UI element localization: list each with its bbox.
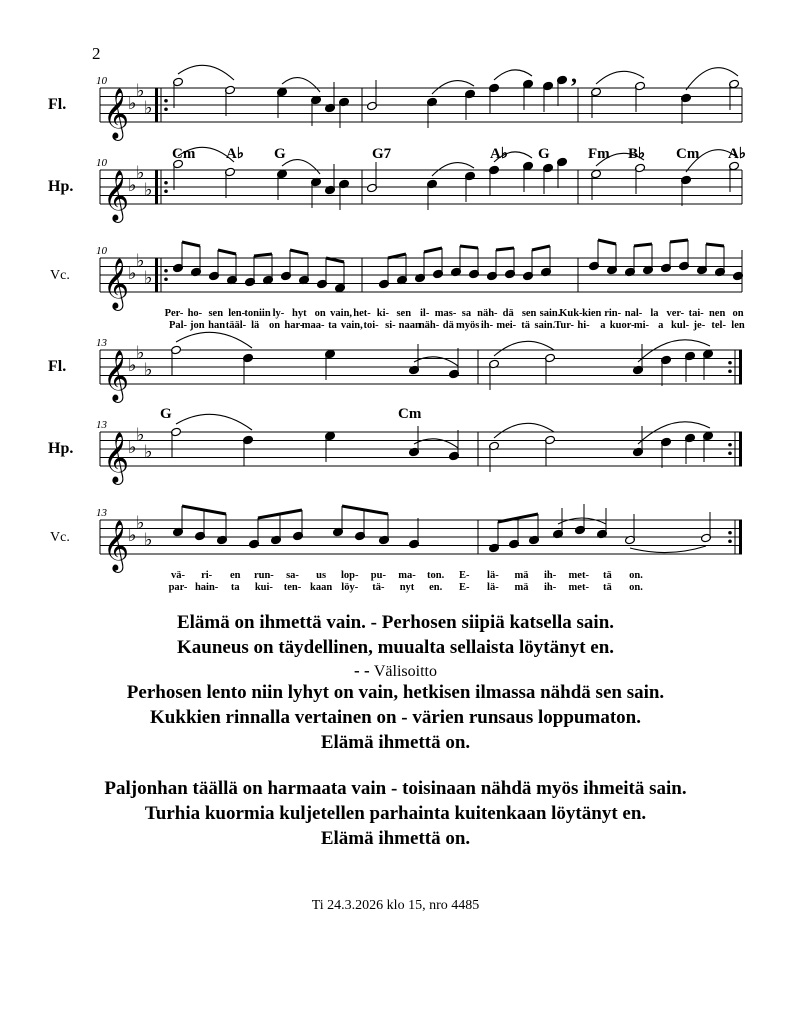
slur [494,341,554,356]
repeat-thick-bar [739,432,742,466]
beam [182,242,200,246]
lyric-syllable: en. [429,582,443,593]
melody-note [633,344,644,375]
lyric-syllable: si- [385,320,396,331]
melody-note [489,165,500,196]
cello-note [553,508,564,539]
verse-3-line-2: Turhia kuormia kuljetellen parhainta kuitenkaan löytänyt en. [144,803,647,824]
cello-note [173,242,184,273]
melody-note [325,164,336,195]
lyric-syllable: rin- [604,308,622,319]
beam [424,248,442,252]
treble-clef-icon: 𝄞 [103,520,130,571]
breath-mark: , [571,62,577,88]
flat-icon: ♭ [136,162,145,184]
cello-note [271,514,282,545]
beam [532,246,550,250]
lyric-syllable: hain- [194,582,219,593]
cello-note [209,250,220,281]
repeat-dot [164,277,168,281]
cello-note [697,244,708,275]
beam [706,244,724,246]
lyric-syllable: mä [514,582,529,593]
slur [630,546,706,553]
cello-note [191,246,202,277]
flat-icon: ♭ [144,267,153,289]
melody-note [243,435,254,466]
lyric-syllable: ly- [272,308,285,319]
lyric-syllable: la [650,308,659,319]
melody-note [225,167,236,198]
chord-symbol: A♭ [226,146,244,162]
beam [342,506,388,514]
cello-note [505,248,516,279]
cello-note [643,244,654,275]
cello-note [523,250,534,281]
chord-symbol: G [538,146,550,162]
verse-2-line-3: Elämä ihmettä on. [320,732,471,753]
chord-symbol: Cm [676,146,700,162]
cello-note [415,252,426,283]
lyric-syllable: lä- [487,582,499,593]
melody-note [325,82,336,113]
cello-note [715,246,726,277]
beam [254,254,272,256]
flat-icon: ♭ [144,179,153,201]
lyric-syllable: tä [603,570,612,581]
lyric-syllable: het- [353,308,371,319]
repeat-thick-bar [155,258,158,292]
lyric-syllable: kuor- [609,320,635,331]
lyric-syllable: har- [284,320,304,331]
lyric-syllable: en [230,570,241,581]
lyric-syllable: kaan [310,582,333,593]
lyric-syllable: vain, [340,320,363,331]
cello-note [575,504,586,535]
melody-note [545,435,556,466]
lyric-syllable: ton. [427,570,445,581]
flat-icon: ♭ [136,342,145,364]
cello-note [469,248,480,279]
staff-1-1 [100,424,742,485]
verse-2-line-1: Perhosen lento niin lyhyt on vain, hetkisen ilmassa nähdä sen sain. [126,682,665,703]
instrument-name: Fl. [48,358,67,375]
treble-clef-icon: 𝄞 [103,170,130,221]
lyric-syllable: sain. [534,320,556,331]
cello-note [661,242,672,273]
lyric-syllable: tä- [372,582,385,593]
lyric-syllable: mi- [633,320,650,331]
melody-note [489,83,500,114]
lyric-syllable: kul- [671,320,690,331]
melody-note [243,353,254,384]
melody-note [681,93,692,124]
footer-date: Ti 24.3.2026 klo 15, nro 4485 [311,898,480,913]
slur [176,332,252,348]
cello-note [281,250,292,281]
staff-1-0 [100,342,742,403]
melody-note [409,426,420,457]
lyric-syllable: mei- [496,320,517,331]
lyric-syllable: E- [459,582,470,593]
lyric-syllable: löy- [341,582,359,593]
cello-note [379,258,390,289]
lyric-syllable: ta [328,320,337,331]
lyric-syllable: näh- [477,308,498,319]
cello-note [195,510,206,541]
repeat-dot [728,369,732,373]
cello-note [625,514,636,545]
beam [496,248,514,250]
lyric-syllable: ih- [543,582,557,593]
instrument-name: Hp. [48,440,74,457]
melody-note [173,77,184,108]
lyric-syllable: kui- [254,582,273,593]
cello-note [733,250,744,281]
staff-0-1 [100,162,742,223]
lyric-syllable: tel- [711,320,726,331]
lyric-syllable: E- [459,570,470,581]
beam [218,250,236,254]
cello-note [433,248,444,279]
lyric-syllable: dä [442,320,454,331]
lyric-syllable: vä- [171,570,185,581]
lyric-syllable: on [314,308,326,319]
slur [494,70,532,80]
flat-icon: ♭ [128,525,137,546]
lyric-syllable: vain, [330,308,353,319]
lyric-syllable: tai- [688,308,704,319]
repeat-thick-bar [155,170,158,204]
melody-note [427,97,438,128]
flat-icon: ♭ [136,80,145,102]
lyric-syllable: run- [253,570,274,581]
instrument-name: Hp. [48,178,74,195]
lyric-syllable: lä- [487,570,499,581]
repeat-dot [728,531,732,535]
slur [178,65,234,80]
repeat-dot [728,361,732,365]
melody-note [225,85,236,116]
lyric-syllable: a [600,320,606,331]
chord-symbol: Cm [172,146,196,162]
lyric-syllable: ri- [201,570,213,581]
verse-1-line-2: Kauneus on täydellinen, muualta sellaista löytänyt en. [176,637,615,658]
verse-1-line-1: Elämä on ihmettä vain. - Perhosen siipiä katsella sain. [176,612,615,633]
beam [598,240,616,244]
chord-symbol: G7 [372,146,392,162]
cello-note [509,518,520,549]
cello-note [217,514,228,545]
cello-note [679,240,690,271]
treble-clef-icon: 𝄞 [103,350,130,401]
lyric-syllable: met- [568,570,589,581]
beam [670,240,688,242]
lyric-syllable: dä [502,308,514,319]
lyric-syllable: maa- [301,320,325,331]
lyric-syllable: tääl- [225,320,247,331]
lyric-syllable: Kuk- [559,308,583,319]
cello-note [379,514,390,545]
verse-1 [0,610,791,660]
chord-symbol: G [160,406,172,422]
chord-symbol: Fm [588,146,610,162]
lyric-syllable: ver- [666,308,685,319]
interlude-dashes: - - [354,661,370,680]
lyric-syllable: ho- [187,308,203,319]
cello-note [541,246,552,277]
melody-note [633,426,644,457]
flat-icon: ♭ [128,175,137,196]
cello-note [263,254,274,285]
lyric-syllable: on. [629,570,643,581]
lyric-syllable: ta [230,582,240,593]
melody-note [661,437,672,468]
melody-note [427,179,438,210]
lyric-syllable: lop- [340,570,359,581]
lyric-syllable: sain. [539,308,561,319]
chord-symbol: A♭ [490,146,508,162]
cello-note [451,246,462,277]
flat-icon: ♭ [144,529,153,551]
cello-note [333,506,344,537]
lyric-syllable: ten- [283,582,302,593]
lyric-syllable: ma- [398,570,416,581]
verse-3-line-3: Elämä ihmettä on. [320,828,471,849]
melody-note [171,427,182,458]
melody-note [661,355,672,386]
verse-2-line-2: Kukkien rinnalla vertainen on - värien runsaus loppumaton. [150,707,641,728]
instrument-name: Vc. [50,530,70,545]
lyric-syllable: Per- [164,308,184,319]
lyric-syllable: näh- [418,320,440,331]
lyric-syllable: nal- [624,308,643,319]
measure-number: 13 [96,337,107,349]
cello-note [227,254,238,285]
lyric-syllable: on [269,320,281,331]
lyric-syllable: ki- [376,308,390,319]
slur [282,160,320,174]
melody-note [489,441,500,472]
slur [558,518,606,524]
chord-symbol: A♭ [728,146,746,162]
repeat-dot [164,181,168,185]
treble-clef-icon: 𝄞 [103,258,130,309]
lyric-syllable: tä [521,320,530,331]
melody-note [311,95,322,126]
verse-2 [0,680,791,755]
cello-note [173,506,184,537]
lyric-syllable: sa [461,308,472,319]
beam [388,254,406,258]
melody-note [681,175,692,206]
lyric-syllable: nen [708,308,726,319]
melody-note [339,179,350,210]
melody-note [339,97,350,128]
melody-note [409,344,420,375]
instrument-name: Fl. [48,96,67,113]
lyric-syllable: je- [693,320,706,331]
cello-note [487,250,498,281]
cello-note [299,254,310,285]
cello-note [701,512,712,543]
flat-icon: ♭ [144,359,153,381]
flat-icon: ♭ [128,93,137,114]
lyric-syllable: a [658,320,664,331]
cello-note [529,514,540,545]
flat-icon: ♭ [128,437,137,458]
lyric-syllable: Pal- [168,320,188,331]
cello-note [249,518,260,549]
measure-number: 13 [96,419,107,431]
beam [290,250,308,254]
lyric-syllable: ih- [543,570,557,581]
beam [634,244,652,246]
lyric-syllable: sen [396,308,412,319]
lyric-syllable: len [731,320,745,331]
lyric-syllable: hi- [577,320,590,331]
treble-clef-icon: 𝄞 [103,432,130,483]
instrument-name: Vc. [50,268,70,283]
measure-number: 10 [96,75,107,87]
repeat-dot [728,443,732,447]
melody-note [173,159,184,190]
beam [326,258,344,262]
lyric-syllable: nyt [399,582,415,593]
flat-icon: ♭ [136,250,145,272]
lyric-syllable: myös [455,320,480,331]
lyric-syllable: naan [398,320,421,331]
beam [460,246,478,248]
repeat-thick-bar [739,520,742,554]
repeat-dot [164,107,168,111]
chord-symbol: Cm [398,406,422,422]
lyric-syllable: ih- [480,320,494,331]
melody-note [311,177,322,208]
staff-1-2 [100,512,742,573]
chord-symbol: G [274,146,286,162]
staff-0-0 [100,80,742,141]
lyric-syllable: han [208,320,226,331]
lyric-syllable: sa- [286,570,299,581]
cello-note [409,518,420,549]
repeat-thick-bar [739,350,742,384]
lyric-syllable: on. [629,582,643,593]
repeat-dot [164,269,168,273]
melody-note [171,345,182,376]
lyric-syllable: hyt [292,308,307,319]
flat-icon: ♭ [144,97,153,119]
lyric-syllable: jon [190,320,205,331]
cello-note [355,510,366,541]
repeat-dot [164,99,168,103]
chord-symbol: B♭ [628,146,646,162]
flat-icon: ♭ [128,263,137,284]
verse-3-line-1: Paljonhan täällä on harmaata vain - toisinaan nähdä myös ihmeitä sain. [104,778,687,799]
page-number: 2 [92,44,101,63]
flat-icon: ♭ [136,424,145,446]
lyric-syllable: mas- [434,308,457,319]
slur [494,423,554,438]
lyric-syllable: len- [228,308,246,319]
melody-note [489,359,500,390]
lyric-syllable: on [732,308,744,319]
melody-note [545,353,556,384]
lyric-syllable: il- [419,308,430,319]
lyric-syllable: met- [568,582,589,593]
cello-note [607,244,618,275]
flat-icon: ♭ [136,512,145,534]
lyric-syllable: par- [168,582,188,593]
interlude-label: Välisoitto [373,663,437,680]
cello-note [397,254,408,285]
lyric-syllable: kien [582,308,602,319]
verse-3 [0,776,791,851]
melody-note [367,162,378,193]
melody-note [557,157,568,188]
measure-number: 13 [96,507,107,519]
melody-note [367,80,378,111]
lyric-syllable: sen [521,308,537,319]
lyric-syllable: toniin [244,308,271,319]
repeat-dot [164,189,168,193]
lyric-syllable: toi- [363,320,379,331]
treble-clef-icon: 𝄞 [103,88,130,139]
cello-note [625,246,636,277]
cello-note [589,240,600,271]
cello-note [317,258,328,289]
lyric-syllable: mä [514,570,529,581]
measure-number: 10 [96,157,107,169]
repeat-dot [728,539,732,543]
slur [596,71,644,84]
slur [282,78,320,92]
lyric-syllable: tä [603,582,612,593]
melody-note [557,75,568,106]
lyric-syllable: us [316,570,327,581]
measure-number: 10 [96,245,107,257]
flat-icon: ♭ [128,355,137,376]
repeat-thick-bar [155,88,158,122]
cello-note [293,510,304,541]
repeat-dot [728,451,732,455]
cello-note [245,256,256,287]
flat-icon: ♭ [144,441,153,463]
slur [176,414,252,430]
lyric-syllable: Tur- [554,320,575,331]
lyric-syllable: lä [251,320,260,331]
lyric-syllable: sen [208,308,224,319]
lyric-syllable: pu- [370,570,386,581]
